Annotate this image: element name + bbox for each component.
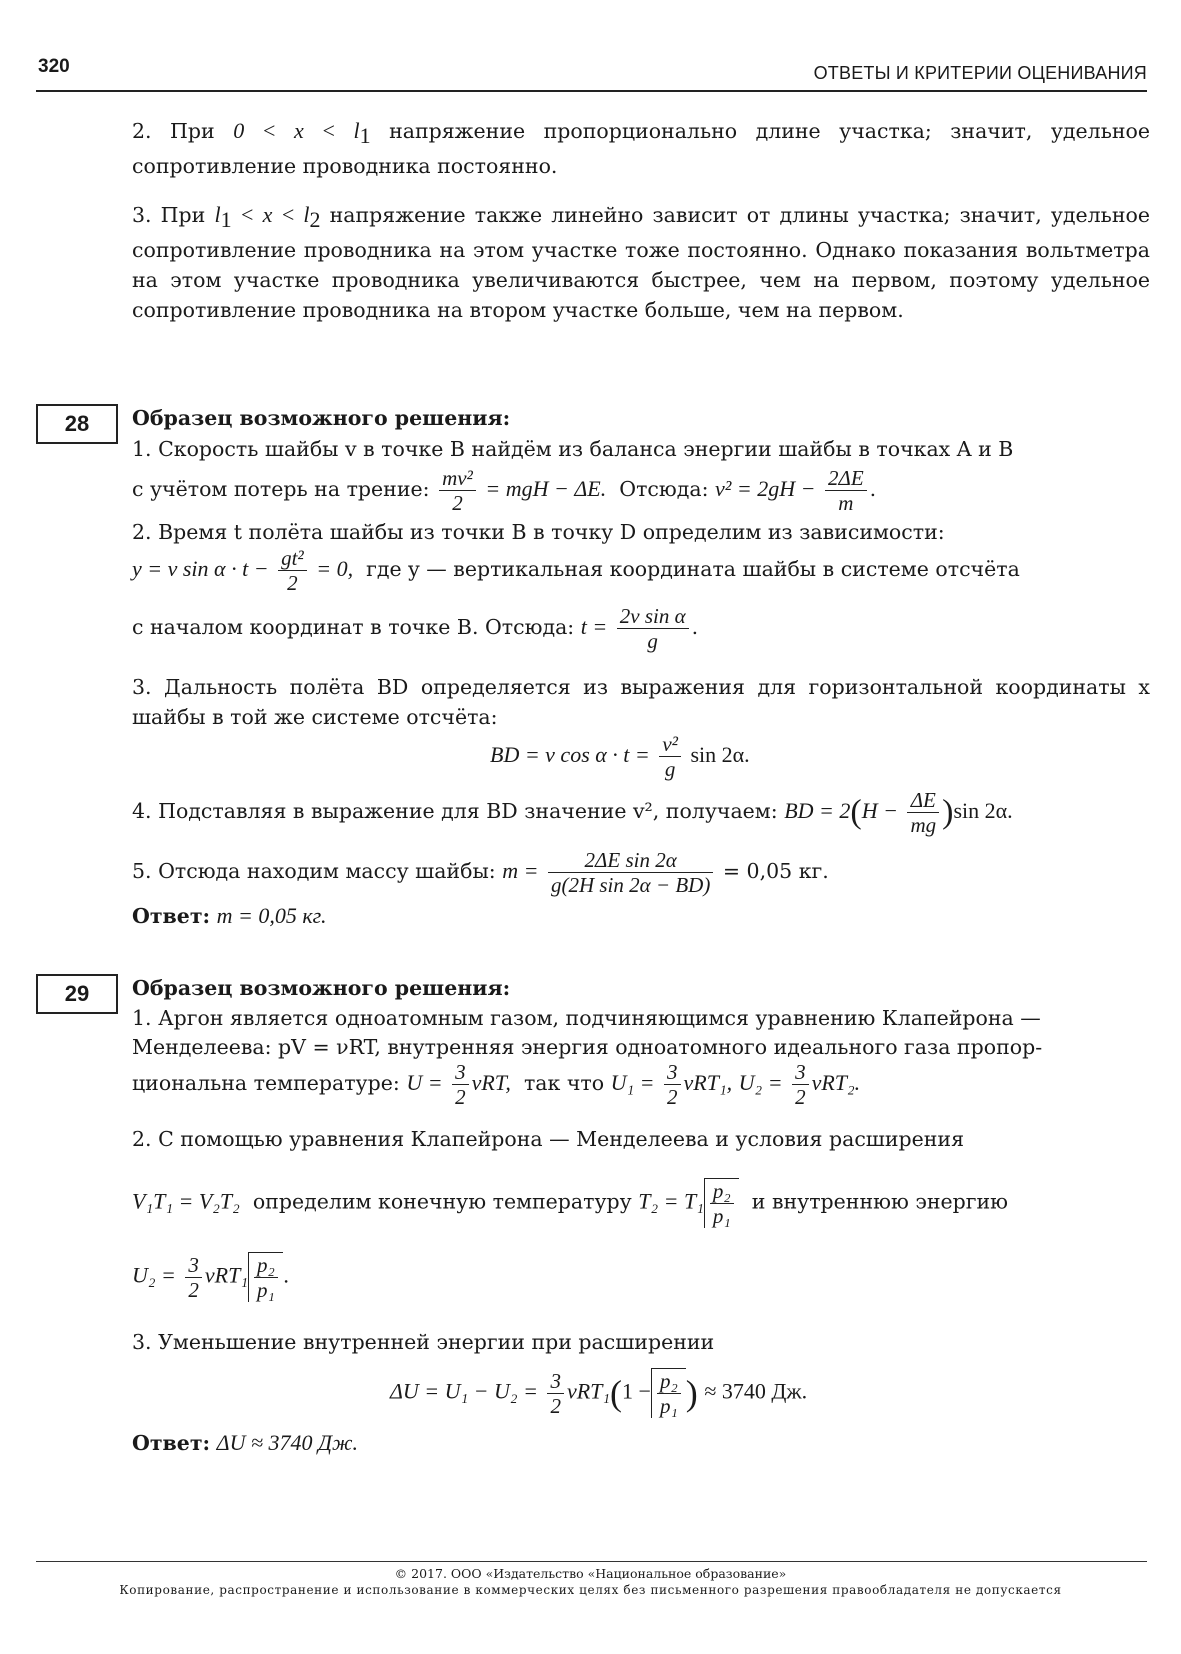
task28-step1-line2: с учётом потерь на трение: $\frac{\text{mv²}}{2}$ = mgH − ΔE. Отсюда: v² = 2gH − $\frac{2\Delta E}{m}$ . <box>132 466 877 515</box>
fraction: $\frac{3}{2}$ <box>452 1060 469 1109</box>
task29-step2-line1: 2. С помощью уравнения Клапейрона — Менделеева и условия расширения <box>132 1127 965 1151</box>
task28-step2-line2: y = v sin α · t − $\frac{\text{gt²}}{2}$ = 0, где y — вертикальная координата шайбы в системе отсчёта <box>132 546 1020 595</box>
page-number: 320 <box>38 56 70 77</box>
task28-step2-line1: 2. Время t полёта шайбы из точки B в точку D определим из зависимости: <box>132 520 945 544</box>
fraction: $\frac{\text{p₂}}{\text{p₁}}$ <box>657 1369 681 1418</box>
fraction: $\frac{\Delta E}{mg}$ <box>907 788 939 837</box>
header-rule <box>36 90 1147 92</box>
fraction: $\frac{3}{2}$ <box>547 1369 564 1418</box>
task-number-29: 29 <box>36 974 118 1014</box>
task28-step2-line3: с началом координат в точке B. Отсюда: t = $\frac{\text{2v sin α}}{g}$ . <box>132 604 699 653</box>
fraction: $\frac{\text{2ΔE sin 2α}}{\text{g(2H sin 2α − BD)}}$ <box>548 848 713 897</box>
fraction: $\frac{\text{mv²}}{2}$ <box>439 466 476 515</box>
square-root <box>651 1368 686 1418</box>
task29-step1-line3: циональна температуре: U = $\frac{3}{2}$ νRT, так что U₁ = $\frac{3}{2}$ νRT₁, U₂ = $\frac{3}{2}$ νRT₂. <box>132 1060 861 1109</box>
task29-step3-equation: ΔU = U₁ − U₂ = $\frac{3}{2}$ νRT₁(1 − $\frac{\text{p₂}}{\text{p₁}}$ ) ≈ 3740 Дж. <box>390 1368 808 1418</box>
square-root <box>248 1252 283 1302</box>
fraction: $\frac{3}{2}$ <box>185 1253 202 1302</box>
task-number-28: 28 <box>36 404 118 444</box>
footer-rule <box>36 1561 1147 1562</box>
task28-step1-line1: 1. Скорость шайбы v в точке B найдём из баланса энергии шайбы в точках A и B <box>132 437 1014 461</box>
prev-item-2: 2. При $0 < x < l_1$ напряжение пропорционально длине участка; значит, удельное сопротивление проводника постоянно. <box>132 118 1150 179</box>
task29-heading: Образец возможного решения: <box>132 976 511 1000</box>
running-title: ОТВЕТЫ И КРИТЕРИИ ОЦЕНИВАНИЯ <box>813 63 1147 83</box>
task28-answer: Ответ: m = 0,05 кг. <box>132 903 327 928</box>
footer-copyright: © 2017. ООО «Издательство «Национальное образование» <box>394 1566 787 1581</box>
task28-step5: 5. Отсюда находим массу шайбы: m = $\frac{\text{2ΔE sin 2α}}{\text{g(2H sin 2α − BD)}}$ = 0,05 кг. <box>132 848 829 897</box>
task29-step2-line3: U₂ = $\frac{3}{2}$ νRT₁ $\frac{\text{p₂}}{\text{p₁}}$ . <box>132 1252 290 1302</box>
fraction: $\frac{3}{2}$ <box>792 1060 809 1109</box>
fraction: $\frac{\text{2v sin α}}{g}$ <box>617 604 689 653</box>
task29-step3-line1: 3. Уменьшение внутренней энергии при расширении <box>132 1330 715 1354</box>
fraction: $\frac{\text{p₂}}{\text{p₁}}$ <box>710 1179 734 1228</box>
prev-item-3: 3. При $l_1 < x < l_2$ напряжение также линейно зависит от длины участка; значит, удельное сопротивление проводника на этом участке тоже постоянно. Однако показания вольтметра на этом участке проводника увеличиваются быстрее, чем на первом, поэтому удельное сопротивление проводника на втором участке больше, чем на первом. <box>132 202 1150 323</box>
fraction: $\frac{2\Delta E}{m}$ <box>825 466 867 515</box>
task28-step3: 3. Дальность полёта BD определяется из выражения для горизонтальной координаты x шайбы в той же системе отсчёта: <box>132 675 1150 729</box>
task28-step3-equation: BD = v cos α · t = $\frac{\text{v²}}{g}$ sin 2α. <box>490 732 750 781</box>
fraction: $\frac{3}{2}$ <box>664 1060 681 1109</box>
fraction: $\frac{\text{gt²}}{2}$ <box>278 546 307 595</box>
task28-heading: Образец возможного решения: <box>132 406 511 430</box>
task29-step1-line2: Менделеева: pV = νRT, внутренняя энергия одноатомного идеального газа пропор- <box>132 1035 1043 1059</box>
fraction: $\frac{\text{p₂}}{\text{p₁}}$ <box>254 1253 278 1302</box>
fraction: $\frac{\text{v²}}{g}$ <box>659 732 681 781</box>
task29-step2-line2: V₁T₁ = V₂T₂ определим конечную температуру T₂ = T₁ $\frac{\text{p₂}}{\text{p₁}}$ и внутреннюю энергию <box>132 1179 1008 1228</box>
task28-step4: 4. Подставляя в выражение для BD значение v², получаем: BD = 2(H − $\frac{\Delta E}{mg}$ )sin 2α. <box>132 788 1013 837</box>
square-root <box>704 1178 739 1228</box>
footer-notice: Копирование, распространение и использование в коммерческих целях без письменного разрешения правообладателя не допускается <box>119 1583 1062 1597</box>
task29-answer: Ответ: ΔU ≈ 3740 Дж. <box>132 1430 358 1455</box>
task29-step1-line1: 1. Аргон является одноатомным газом, подчиняющимся уравнению Клапейрона — <box>132 1006 1041 1030</box>
